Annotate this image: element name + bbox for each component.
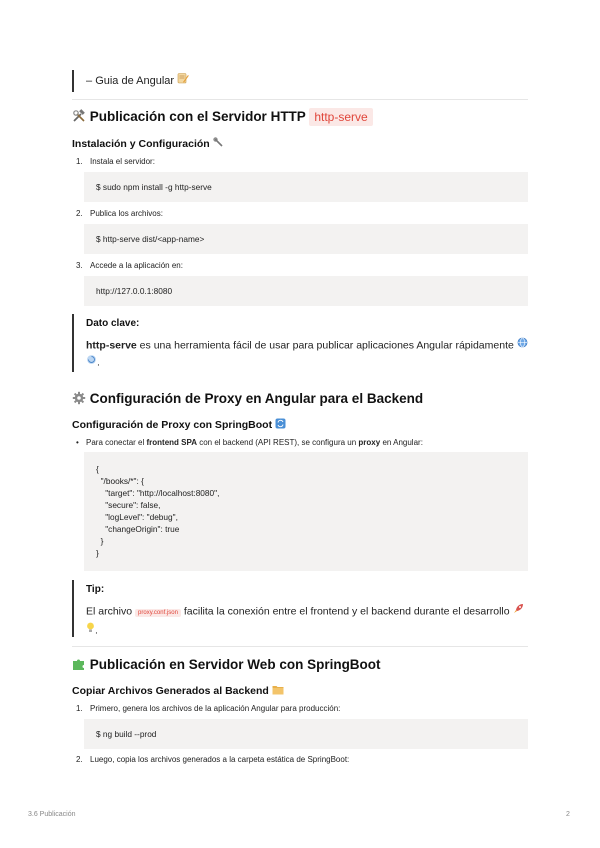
callout-tip [72, 580, 528, 637]
section-title-http-serve [72, 109, 373, 126]
http-serve-badge: http-serve [309, 108, 372, 126]
bullet-bold-proxy: proxy [358, 438, 381, 447]
breadcrumb[interactable] [72, 70, 189, 92]
list-number: 3. [76, 261, 83, 270]
hammer-wrench-icon [72, 109, 86, 126]
code-block[interactable] [84, 172, 528, 202]
list-item [76, 261, 183, 270]
folder-icon [272, 684, 284, 698]
section-title-text: Publicación en Servidor Web con SpringBoot [89, 657, 381, 673]
refresh-icon [275, 418, 286, 432]
bullet-item: • Para conectar el frontend SPA con el backend (API REST), se configura un proxy en Angular: [76, 438, 423, 447]
bullet-text: Para conectar el [86, 438, 147, 447]
callout-title: Dato clave: [86, 318, 140, 329]
code-block[interactable] [84, 276, 528, 306]
rocket-icon [513, 603, 524, 620]
code-block[interactable] [84, 224, 528, 254]
callout-end: . [97, 356, 100, 369]
wrench-icon [213, 137, 224, 151]
callout-text-end: facilita la conexión entre el frontend y el backend durante el desarrollo [180, 605, 510, 618]
breadcrumb-link[interactable]: Guia de Angular [95, 75, 175, 87]
subsection-title-text: Instalación y Configuración [72, 137, 210, 150]
callout-text: es una herramienta fácil de usar para publicar aplicaciones Angular rápidamente [136, 339, 514, 352]
subsection-title-text: Configuración de Proxy con SpringBoot [72, 418, 273, 431]
puzzle-icon [72, 657, 86, 674]
subsection-title-install [72, 137, 224, 151]
breadcrumb-dash: – [86, 75, 93, 87]
code-text: $ ng build --prod [96, 729, 157, 739]
callout-body [86, 337, 528, 372]
list-number: 2. [76, 755, 83, 764]
list-item [76, 704, 340, 713]
divider [72, 99, 528, 100]
code-block-proxy-json[interactable] [84, 452, 528, 571]
code-text: $ http-serve dist/<app-name> [96, 234, 205, 244]
callout-title: Tip: [86, 584, 105, 595]
list-text: Luego, copia los archivos generados a la carpeta estática de SpringBoot: [90, 755, 350, 764]
callout-text: El archivo [86, 605, 136, 618]
code-text: http://127.0.0.1:8080 [96, 286, 173, 296]
list-number: 2. [76, 209, 83, 218]
section-title-text: Publicación con el Servidor HTTP [89, 109, 306, 125]
code-text: $ sudo npm install -g http-serve [96, 182, 212, 192]
globe-icon [517, 337, 528, 354]
callout-body [86, 603, 528, 640]
subsection-title-proxy-config [72, 418, 286, 432]
bullet-text-mid: con el backend (API REST), se configura un [197, 438, 359, 447]
bullet-text-end: en Angular: [380, 438, 423, 447]
gear-icon [72, 391, 86, 408]
list-text: Accede a la aplicación en: [90, 261, 183, 270]
dizzy-icon [86, 354, 97, 371]
callout-key-fact [72, 314, 528, 372]
callout-end: . [95, 624, 98, 637]
code-text: { "/books/*": { "target": "http://localhost:8080", "secure": false, "logLevel": "debug", "changeOrigin": true } } [96, 464, 220, 558]
lightbulb-icon [86, 622, 95, 639]
inline-code-proxy-conf: proxy.conf.json [135, 609, 181, 617]
divider [72, 646, 528, 647]
bullet-bold-frontend: frontend SPA [146, 438, 197, 447]
subsection-title-text: Copiar Archivos Generados al Backend [72, 684, 269, 697]
list-item [76, 209, 163, 218]
callout-bold: http-serve [86, 339, 137, 352]
memo-icon [177, 70, 189, 92]
list-number: 1. [76, 704, 83, 713]
list-item [76, 755, 349, 764]
section-title-proxy [72, 391, 423, 408]
list-text: Instala el servidor: [90, 157, 155, 166]
list-number: 1. [76, 157, 83, 166]
list-text: Publica los archivos: [90, 209, 163, 218]
page-number: 2 [566, 811, 570, 818]
footer-section-label: 3.6 Publicación [28, 811, 76, 818]
subsection-title-copy-files [72, 684, 284, 698]
section-title-springboot [72, 657, 381, 674]
code-block[interactable] [84, 719, 528, 749]
list-item [76, 157, 155, 166]
list-text: Primero, genera los archivos de la aplicación Angular para producción: [90, 704, 341, 713]
section-title-text: Configuración de Proxy en Angular para el Backend [89, 391, 424, 407]
